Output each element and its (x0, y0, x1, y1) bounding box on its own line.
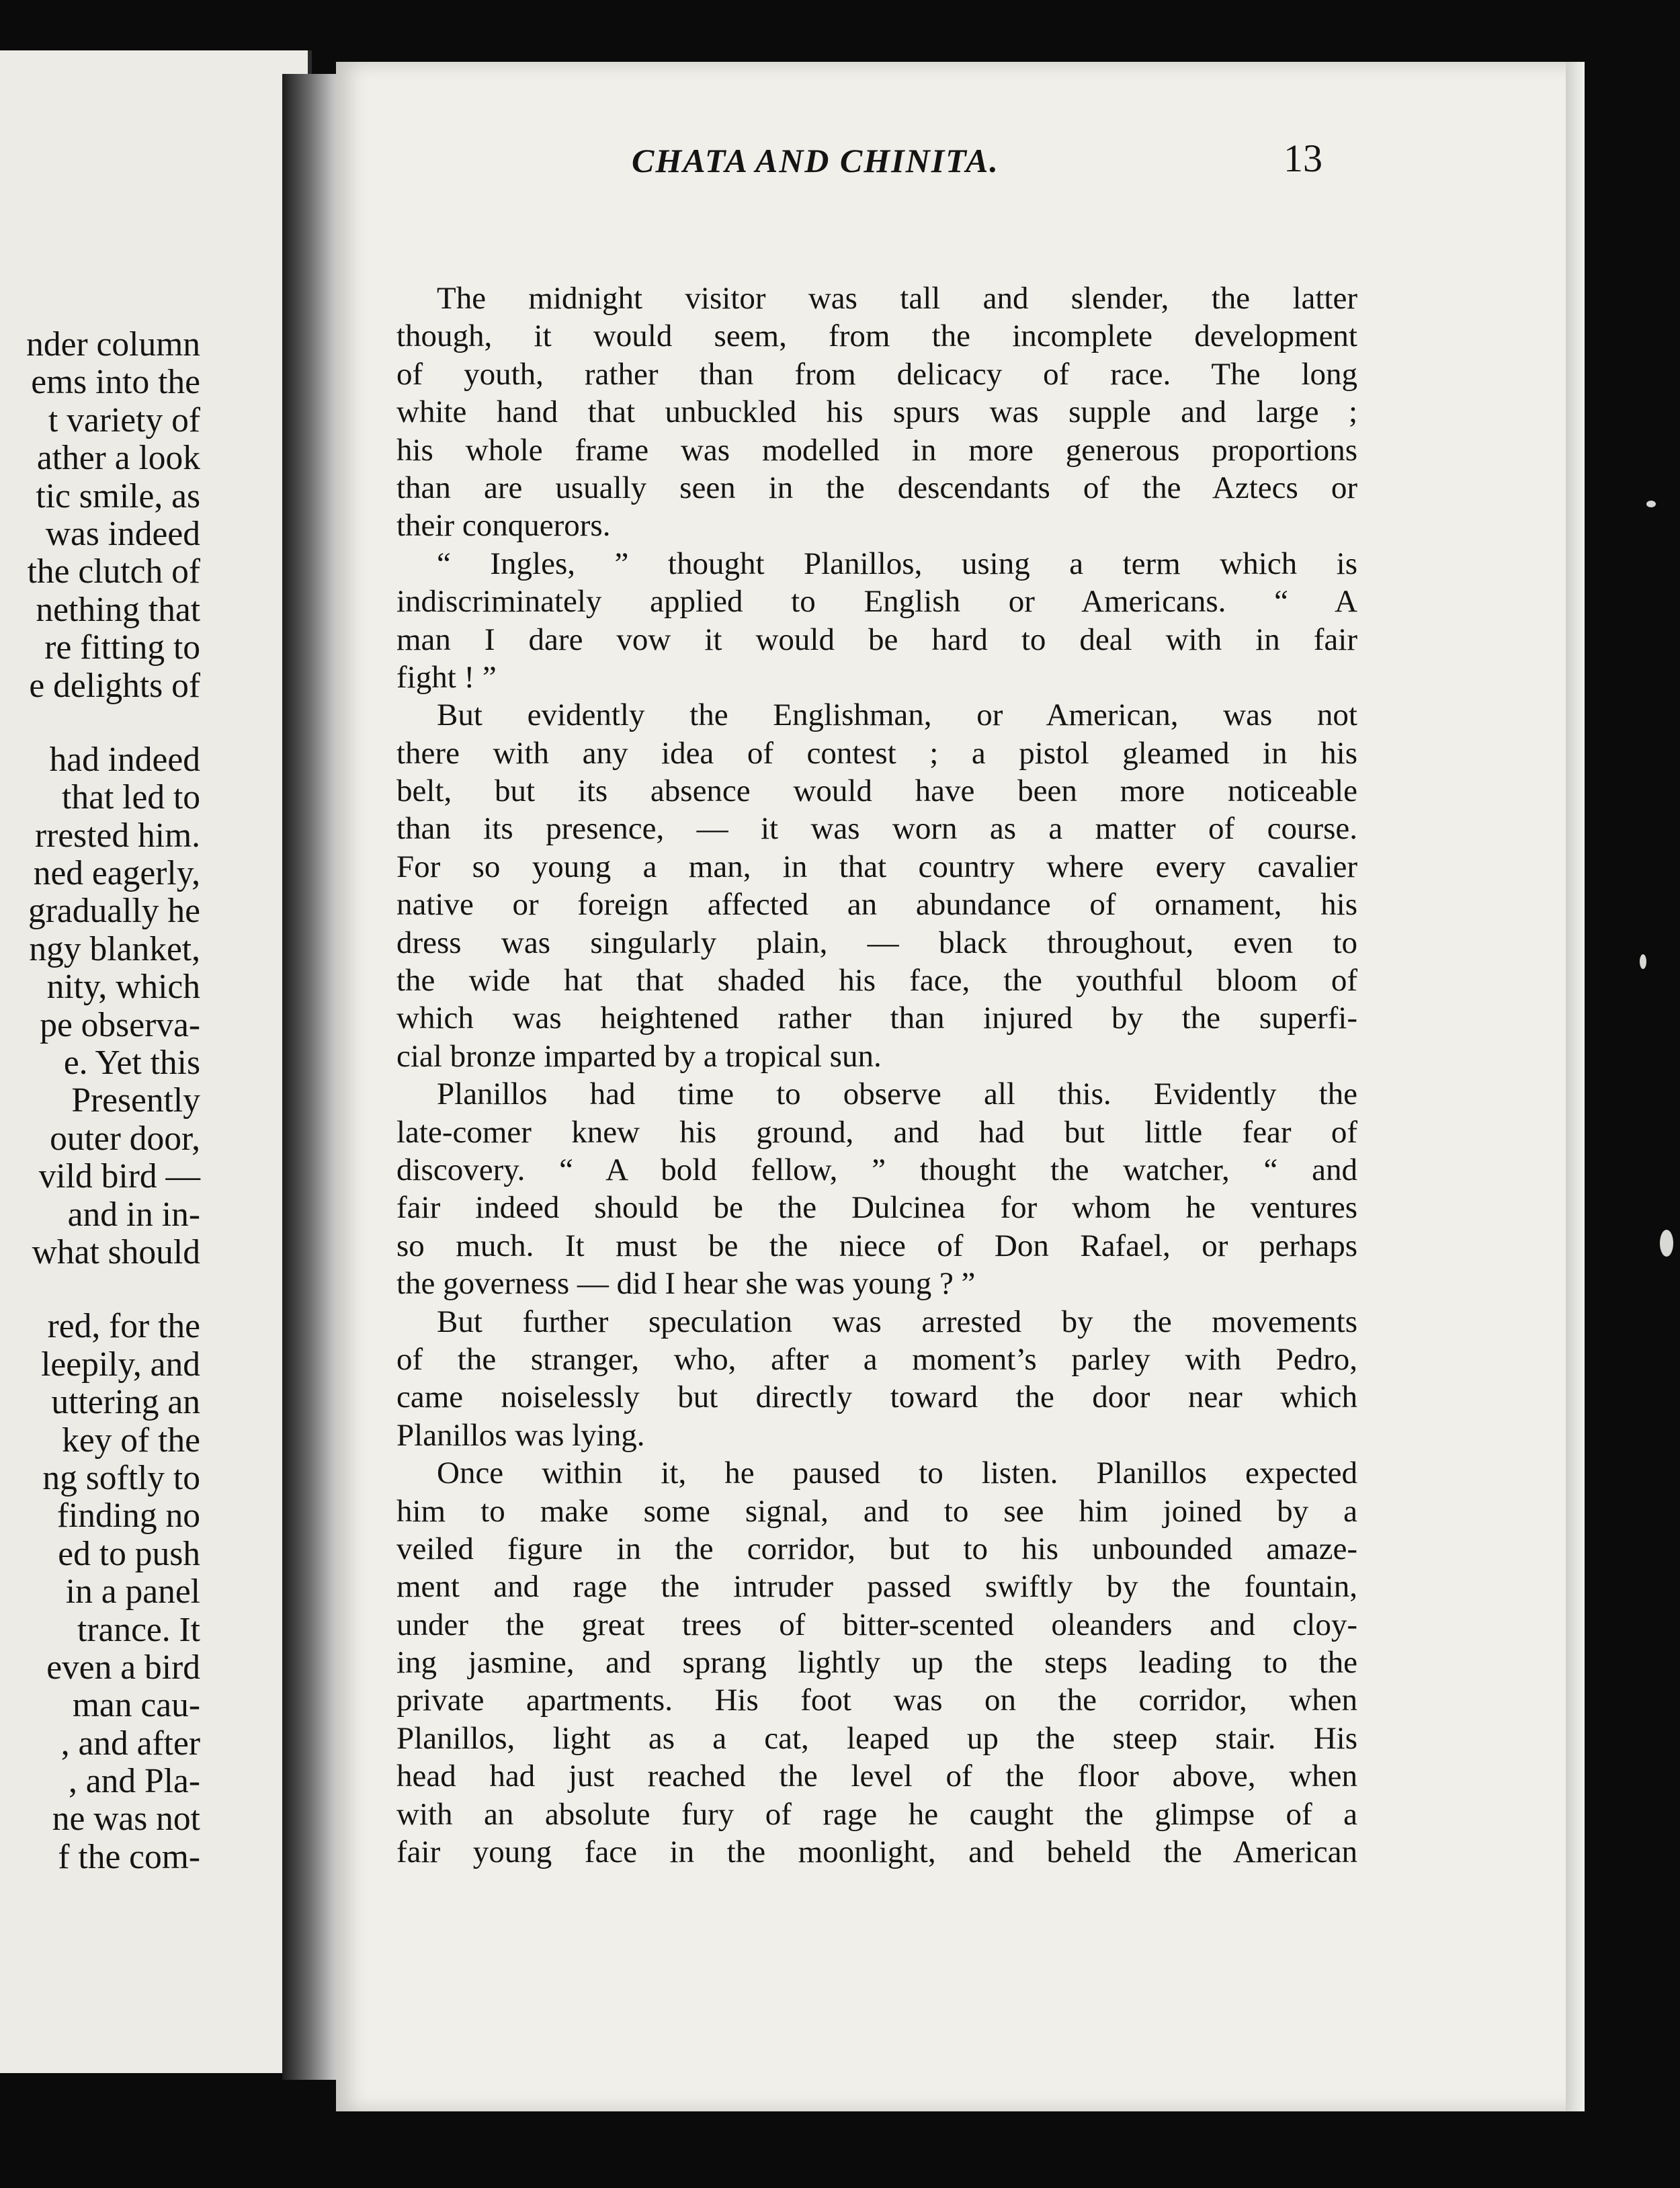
text-line: ment and rage the intruder passed swiftly by the fountain, (396, 1569, 1357, 1605)
left-page-line: pe observa- (40, 1005, 200, 1044)
left-page-line: had indeed (49, 740, 200, 779)
paper-speck (1640, 954, 1646, 969)
left-page-line: ed to push (58, 1534, 200, 1573)
left-page-line: finding no (56, 1497, 200, 1535)
text-line: of the stranger, who, after a moment’s parley with Pedro, (396, 1341, 1357, 1377)
text-line: belt, but its absence would have been more noticeable (396, 773, 1357, 809)
left-page-line: outer door, (50, 1119, 200, 1158)
left-page-line: ng softly to (42, 1458, 200, 1497)
text-line: head had just reached the level of the floor above, when (396, 1759, 1357, 1794)
text-line: man I dare vow it would be hard to deal with in fair (396, 622, 1357, 657)
left-page-line: t variety of (48, 401, 200, 439)
left-page-line: f the com- (58, 1837, 200, 1876)
text-line: than are usually seen in the descendants of the Aztecs or (396, 470, 1357, 505)
left-page-line: nity, which (46, 968, 200, 1007)
left-page-line (0, 705, 200, 741)
text-line: But evidently the Englishman, or American, was not (437, 698, 1357, 733)
left-page-line: e. Yet this (63, 1044, 200, 1083)
body-text (396, 280, 1357, 1871)
left-page-line: Presently (71, 1081, 200, 1120)
text-line: veiled figure in the corridor, but to his unbounded amaze- (396, 1531, 1357, 1566)
left-page-line: ather a look (36, 439, 200, 478)
running-head (0, 136, 1337, 188)
left-page-line: the clutch of (27, 552, 200, 591)
text-line: the governess — did I hear she was young ? ” (396, 1266, 976, 1302)
left-page-line: what should (32, 1232, 200, 1271)
text-line: the wide hat that shaded his face, the youthful bloom of (396, 963, 1357, 999)
left-page-line (0, 1271, 200, 1308)
text-line: Planillos was lying. (396, 1417, 645, 1453)
text-line: so much. It must be the niece of Don Rafael, or perhaps (396, 1228, 1357, 1263)
text-line: Once within it, he paused to listen. Planillos expected (437, 1456, 1357, 1491)
left-page-line: tic smile, as (36, 476, 200, 515)
left-facing-page (0, 50, 312, 2073)
left-page-text (0, 326, 200, 1876)
text-line: came noiselessly but directly toward the door near which (396, 1380, 1357, 1415)
left-page-line: , and Pla- (69, 1762, 200, 1801)
running-title: CHATA AND CHINITA. (632, 142, 999, 179)
text-line: native or foreign affected an abundance of ornament, his (396, 887, 1357, 923)
text-line: Planillos had time to observe all this. Evidently the (437, 1077, 1357, 1112)
left-page-line: ne was not (52, 1800, 200, 1839)
left-page-line: gradually he (28, 892, 200, 931)
text-line: dress was singularly plain, — black throughout, even to (396, 925, 1357, 960)
paper-speck (1646, 501, 1656, 507)
text-line: discovery. “ A bold fellow, ” thought the watcher, “ and (396, 1152, 1357, 1187)
text-line: though, it would seem, from the incomplete development (396, 319, 1357, 354)
left-page-line: nething that (36, 590, 200, 629)
text-line: there with any idea of contest ; a pistol gleamed in his (396, 735, 1357, 771)
left-page-line: e delights of (29, 666, 200, 705)
text-line: ing jasmine, and sprang lightly up the steps leading to the (396, 1645, 1357, 1681)
left-page-line: man cau- (72, 1686, 200, 1725)
page-number: 13 (1284, 136, 1322, 180)
text-line: Planillos, light as a cat, leaped up the steep stair. His (396, 1720, 1357, 1756)
text-line: fair young face in the moonlight, and beheld the American (396, 1835, 1357, 1870)
left-page-line: rrested him. (35, 816, 200, 855)
left-page-line: ned eagerly, (33, 854, 200, 893)
left-page-line: red, for the (47, 1307, 200, 1346)
text-line: under the great trees of bitter-scented oleanders and cloy- (396, 1607, 1357, 1642)
text-line: him to make some signal, and to see him joined by a (396, 1493, 1357, 1529)
left-page-line: uttering an (51, 1383, 200, 1422)
text-line: white hand that unbuckled his spurs was supple and large ; (396, 394, 1357, 430)
text-line: his whole frame was modelled in more generous proportions (396, 432, 1357, 468)
left-page-line: ems into the (31, 363, 200, 402)
text-line: which was heightened rather than injured by the superfi- (396, 1001, 1357, 1036)
left-page-line: trance. It (77, 1610, 200, 1649)
text-line: fair indeed should be the Dulcinea for whom he ventures (396, 1190, 1357, 1226)
text-line: of youth, rather than from delicacy of race. The long (396, 356, 1357, 392)
left-page-line: in a panel (65, 1572, 200, 1611)
text-line: For so young a man, in that country where every cavalier (396, 849, 1357, 884)
left-page-line: ngy blanket, (29, 929, 200, 968)
left-page-line: that led to (62, 778, 200, 817)
left-page-line: , and after (60, 1724, 200, 1763)
left-page-line: re fitting to (44, 628, 200, 667)
text-line: cial bronze imparted by a tropical sun. (396, 1038, 882, 1074)
text-line: indiscriminately applied to English or Americans. “ A (396, 584, 1357, 620)
left-page-line: nder column (26, 325, 200, 364)
left-page-line: leepily, and (41, 1345, 200, 1384)
text-line: But further speculation was arrested by the movements (437, 1304, 1357, 1339)
text-line: fight ! ” (396, 659, 497, 695)
text-line: than its presence, — it was worn as a matter of course. (396, 811, 1357, 847)
text-line: “ Ingles, ” thought Planillos, using a term which is (437, 546, 1357, 581)
left-page-line: and in in- (67, 1195, 200, 1234)
book-gutter (282, 74, 343, 2080)
left-page-line: was indeed (45, 514, 200, 553)
text-line: late-comer knew his ground, and had but little fear of (396, 1114, 1357, 1150)
page-edge (1566, 62, 1585, 2111)
left-page-line: key of the (62, 1421, 200, 1460)
text-line: The midnight visitor was tall and slender, the latter (437, 281, 1357, 316)
left-page-line: vild bird — (38, 1157, 200, 1196)
text-line: with an absolute fury of rage he caught the glimpse of a (396, 1796, 1357, 1832)
paper-speck (1660, 1230, 1673, 1257)
left-page-line: even a bird (46, 1648, 200, 1687)
text-line: their conquerors. (396, 508, 611, 544)
text-line: private apartments. His foot was on the corridor, when (396, 1683, 1357, 1718)
